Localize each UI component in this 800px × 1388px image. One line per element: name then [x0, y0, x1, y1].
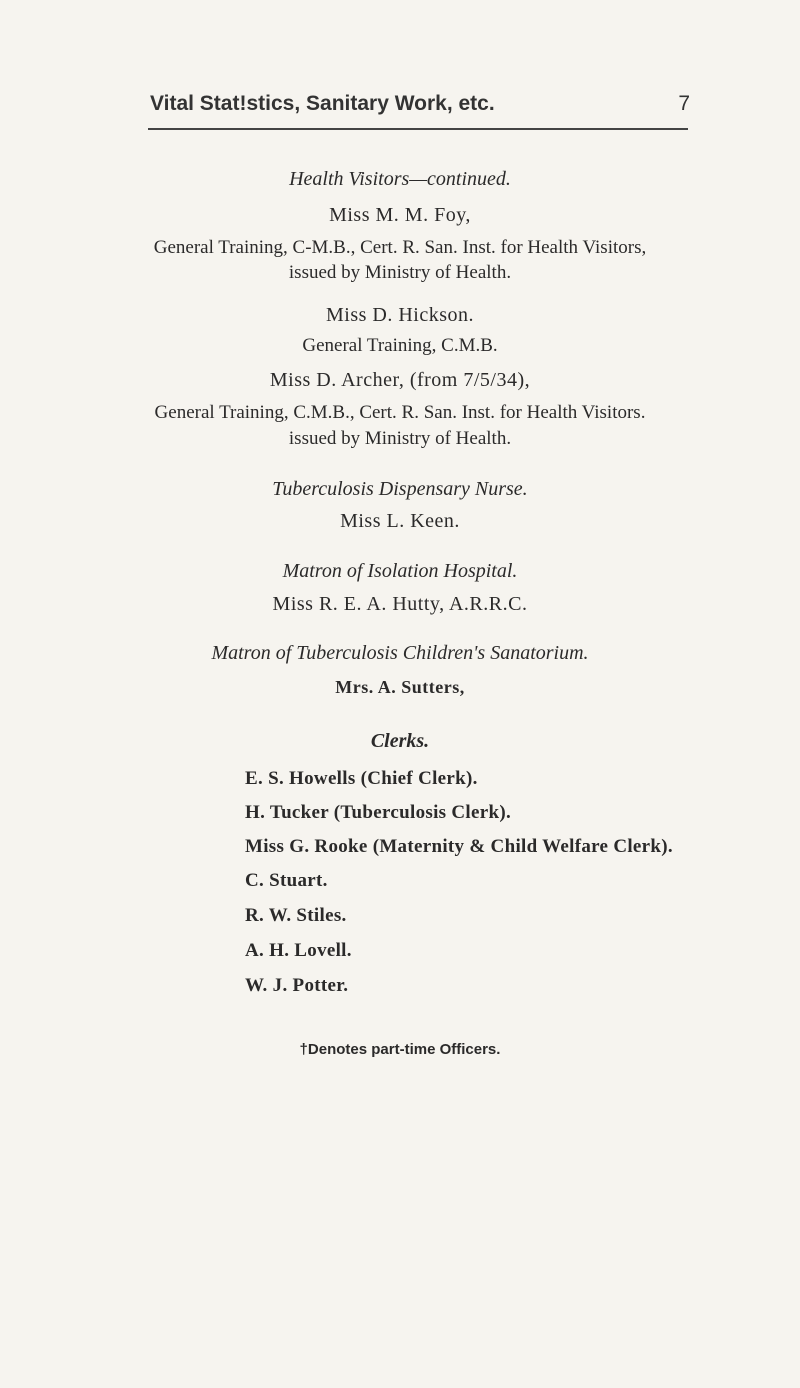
- clerk-item: C. Stuart.: [245, 870, 328, 891]
- section-heading-health-visitors: Health Visitors—continued.: [289, 168, 511, 190]
- clerk-item: Miss G. Rooke (Maternity & Child Welfare Clerk).: [245, 836, 673, 857]
- qualification-line: General Training, C.M.B.: [302, 335, 498, 356]
- section-heading-sanatorium-matron: Matron of Tuberculosis Children's Sanatorium.: [211, 642, 589, 664]
- clerk-item: A. H. Lovell.: [245, 940, 352, 961]
- section-heading-isolation-matron: Matron of Isolation Hospital.: [282, 560, 518, 582]
- section-heading-clerks: Clerks.: [370, 730, 430, 752]
- qualification-line: issued by Ministry of Health.: [288, 428, 512, 449]
- header-rule: [148, 128, 688, 130]
- staff-name: Miss D. Hickson.: [325, 304, 474, 326]
- section-heading-tb-nurse: Tuberculosis Dispensary Nurse.: [272, 478, 528, 500]
- qualification-line: issued by Ministry of Health.: [288, 262, 512, 283]
- clerk-item: W. J. Potter.: [245, 975, 349, 996]
- clerk-item: R. W. Stiles.: [245, 905, 347, 926]
- footnote: †Denotes part-time Officers.: [299, 1041, 501, 1058]
- staff-name: Miss D. Archer, (from 7/5/34),: [269, 369, 531, 391]
- staff-name: Miss M. M. Foy,: [329, 204, 471, 226]
- clerk-item: E. S. Howells (Chief Clerk).: [245, 768, 478, 789]
- staff-name: Miss L. Keen.: [340, 510, 460, 532]
- running-title: Vital Stat!stics, Sanitary Work, etc.: [150, 92, 495, 115]
- qualification-line: General Training, C-M.B., Cert. R. San. Inst. for Health Visitors,: [153, 237, 647, 258]
- page-number: 7: [678, 92, 690, 115]
- staff-name: Mrs. A. Sutters,: [335, 677, 465, 697]
- staff-name: Miss R. E. A. Hutty, A.R.R.C.: [272, 593, 528, 615]
- running-head: [150, 92, 690, 132]
- qualification-line: General Training, C.M.B., Cert. R. San. Inst. for Health Visitors.: [154, 402, 646, 423]
- clerk-item: H. Tucker (Tuberculosis Clerk).: [245, 802, 512, 823]
